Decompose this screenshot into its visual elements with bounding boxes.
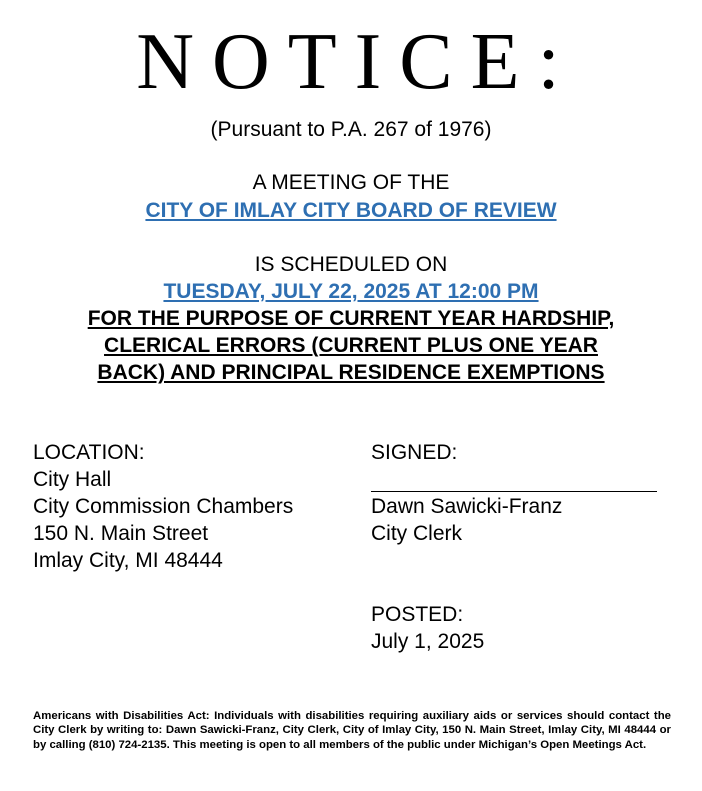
signature-line [371, 491, 657, 492]
signed-block [371, 493, 562, 547]
ada-notice: Americans with Disabilities Act: Individuals with disabilities requiring auxiliary aids or services should contact the City Clerk by writing to: Dawn Sawicki-Franz, City Clerk, City of Imlay City, 150 N. Main Street, Imlay City, MI 48444 or by calling (810) 724-2135. This meeting is open to all members of the public under Michigan’s Open Meetings Act. [33, 710, 671, 751]
location-label: LOCATION: [33, 441, 145, 464]
meeting-body-line [0, 198, 702, 224]
meeting-datetime-line [0, 279, 702, 305]
location-line: City Commission Chambers [33, 495, 294, 518]
purpose-line-3 [0, 360, 702, 386]
purpose-text: BACK) AND PRINCIPAL RESIDENCE EXEMPTIONS [97, 361, 605, 384]
notice-title: NOTICE: [136, 18, 578, 106]
purpose-line-1 [0, 306, 702, 332]
scheduled-intro: IS SCHEDULED ON [254, 253, 448, 276]
posted-label: POSTED: [371, 603, 464, 626]
signer-name: Dawn Sawicki-Franz [371, 495, 563, 518]
purpose-text: FOR THE PURPOSE OF CURRENT YEAR HARDSHIP, [87, 307, 615, 330]
location-line: Imlay City, MI 48444 [33, 549, 223, 572]
posted-date: July 1, 2025 [371, 630, 485, 653]
purpose-text: CLERICAL ERRORS (CURRENT PLUS ONE YEAR [104, 334, 598, 357]
meeting-body-name: CITY OF IMLAY CITY BOARD OF REVIEW [145, 199, 557, 222]
signer-role: City Clerk [371, 522, 463, 545]
location-line: City Hall [33, 468, 112, 491]
authority-line: (Pursuant to P.A. 267 of 1976) [210, 118, 492, 141]
signed-label-block [371, 439, 457, 466]
location-block [33, 439, 293, 574]
meeting-intro: A MEETING OF THE [252, 171, 450, 194]
posted-block [371, 601, 484, 655]
location-line: 150 N. Main Street [33, 522, 209, 545]
purpose-line-2 [0, 333, 702, 359]
meeting-datetime: TUESDAY, JULY 22, 2025 AT 12:00 PM [163, 280, 539, 303]
signed-label: SIGNED: [371, 441, 458, 464]
